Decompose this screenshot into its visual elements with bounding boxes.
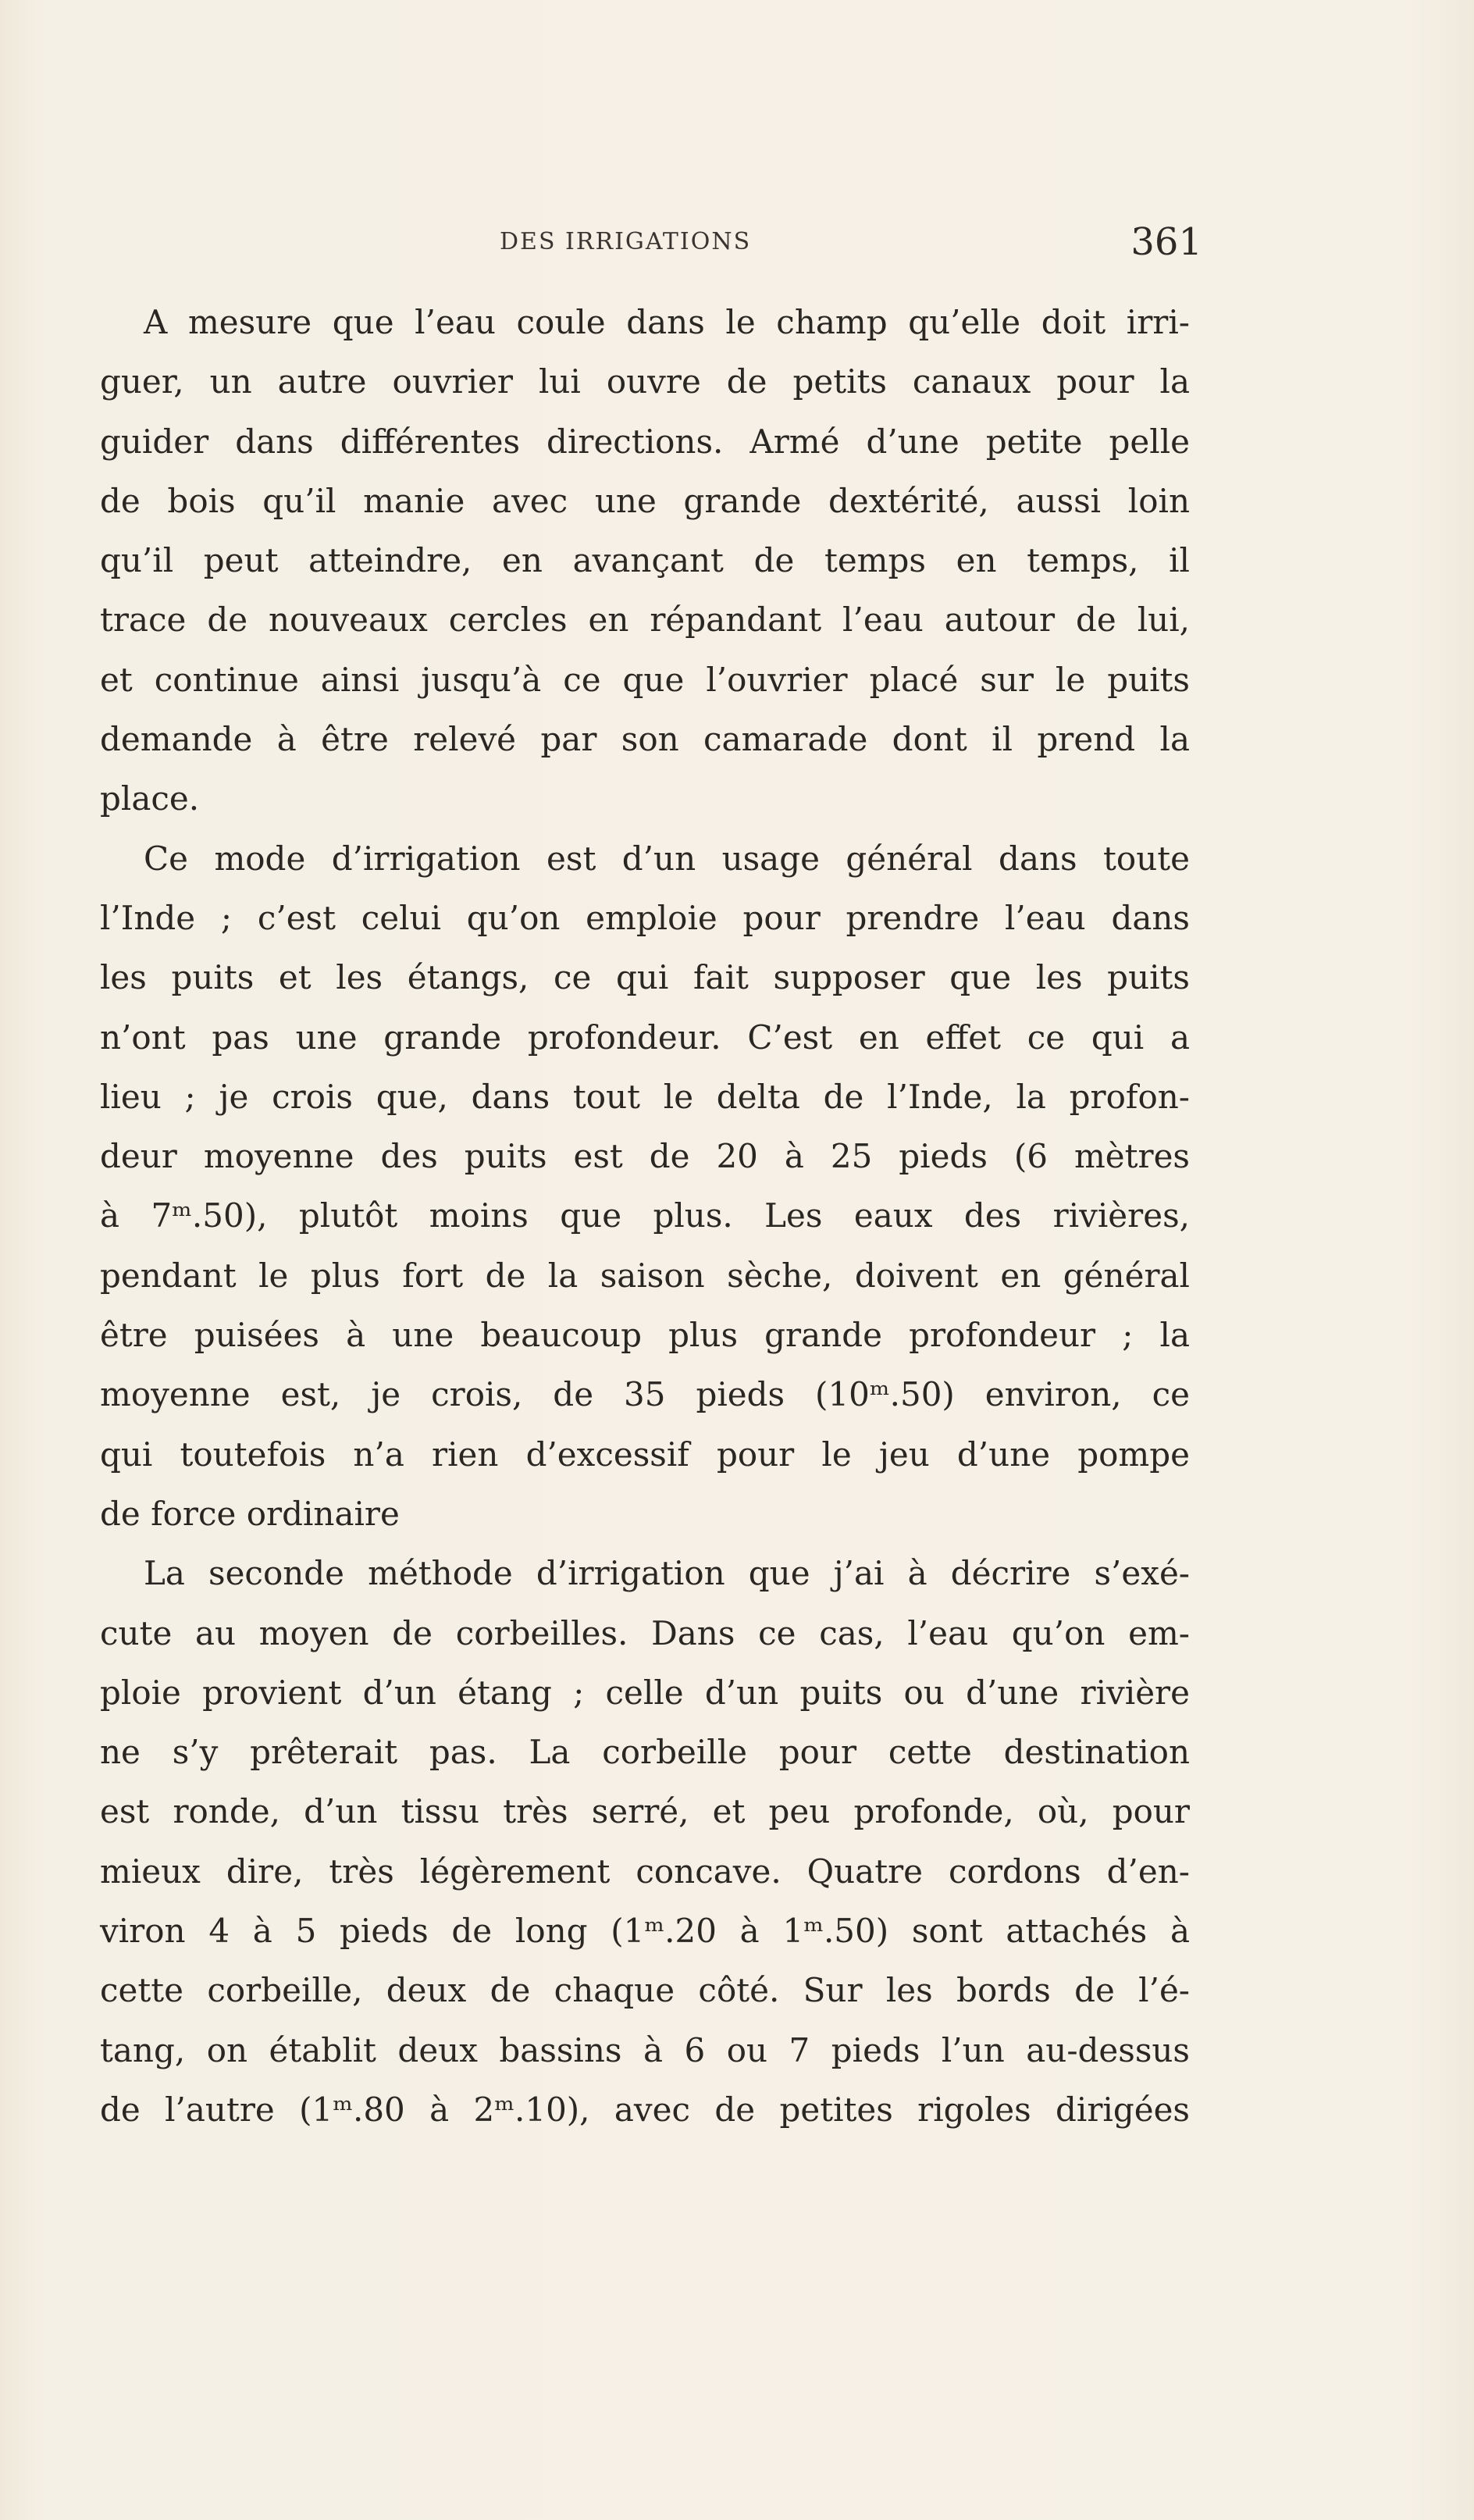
text-line: qu’il peut atteindre, en avançant de temps en temps, il [100,541,1190,580]
text-line: La seconde méthode d’irrigation que j’ai à décrire s’exé- [144,1554,1190,1593]
page-number: 361 [1130,220,1202,264]
text-line: viron 4 à 5 pieds de long (1ᵐ.20 à 1ᵐ.50) sont attachés à [100,1912,1190,1951]
text-line: trace de nouveaux cercles en répandant l’eau autour de lui, [100,601,1190,640]
text-line: lieu ; je crois que, dans tout le delta de l’Inde, la profon- [100,1077,1190,1116]
page-header [500,220,1202,275]
text-line: l’Inde ; c’est celui qu’on emploie pour prendre l’eau dans [100,898,1190,937]
text-line: de l’autre (1ᵐ.80 à 2ᵐ.10), avec de petites rigoles dirigées [100,2090,1190,2129]
text-line: demande à être relevé par son camarade dont il prend la [100,720,1190,759]
text-line: à 7ᵐ.50), plutôt moins que plus. Les eaux des rivières, [100,1196,1190,1235]
text-line: être puisées à une beaucoup plus grande profondeur ; la [100,1316,1190,1355]
text-line: est ronde, d’un tissu très serré, et peu profonde, où, pour [100,1792,1190,1831]
text-line: les puits et les étangs, ce qui fait supposer que les puits [100,958,1190,997]
text-line: deur moyenne des puits est de 20 à 25 pieds (6 mètres [100,1137,1190,1176]
text-line: et continue ainsi jusqu’à ce que l’ouvrier placé sur le puits [100,660,1190,699]
text-line: mieux dire, très légèrement concave. Quatre cordons d’en- [100,1852,1190,1891]
text-line: guider dans différentes directions. Armé d’une petite pelle [100,422,1190,461]
text-line: ploie provient d’un étang ; celle d’un puits ou d’une rivière [100,1673,1190,1712]
text-line: tang, on établit deux bassins à 6 ou 7 pieds l’un au-dessus [100,2030,1190,2069]
body-text [100,293,1190,2140]
text-line: de bois qu’il manie avec une grande dextérité, aussi loin [100,481,1190,520]
text-line: place. [100,779,200,818]
text-line: guer, un autre ouvrier lui ouvre de petits canaux pour la [100,362,1190,401]
text-line: cute au moyen de corbeilles. Dans ce cas, l’eau qu’on em- [100,1613,1190,1652]
text-line: A mesure que l’eau coule dans le champ qu’elle doit irri- [144,303,1190,341]
text-line: de force ordinaire [100,1494,400,1533]
text-line: pendant le plus fort de la saison sèche, doivent en général [100,1256,1190,1295]
text-line: cette corbeille, deux de chaque côté. Sur les bords de l’é- [100,1971,1190,2010]
running-title: DES IRRIGATIONS [500,228,752,255]
text-line: Ce mode d’irrigation est d’un usage général dans toute [144,839,1190,878]
text-line: qui toutefois n’a rien d’excessif pour le jeu d’une pompe [100,1435,1190,1474]
text-line: n’ont pas une grande profondeur. C’est en effet ce qui a [100,1018,1190,1057]
text-line: ne s’y prêterait pas. La corbeille pour cette destination [100,1733,1190,1772]
text-line: moyenne est, je crois, de 35 pieds (10ᵐ.50) environ, ce [100,1375,1190,1414]
